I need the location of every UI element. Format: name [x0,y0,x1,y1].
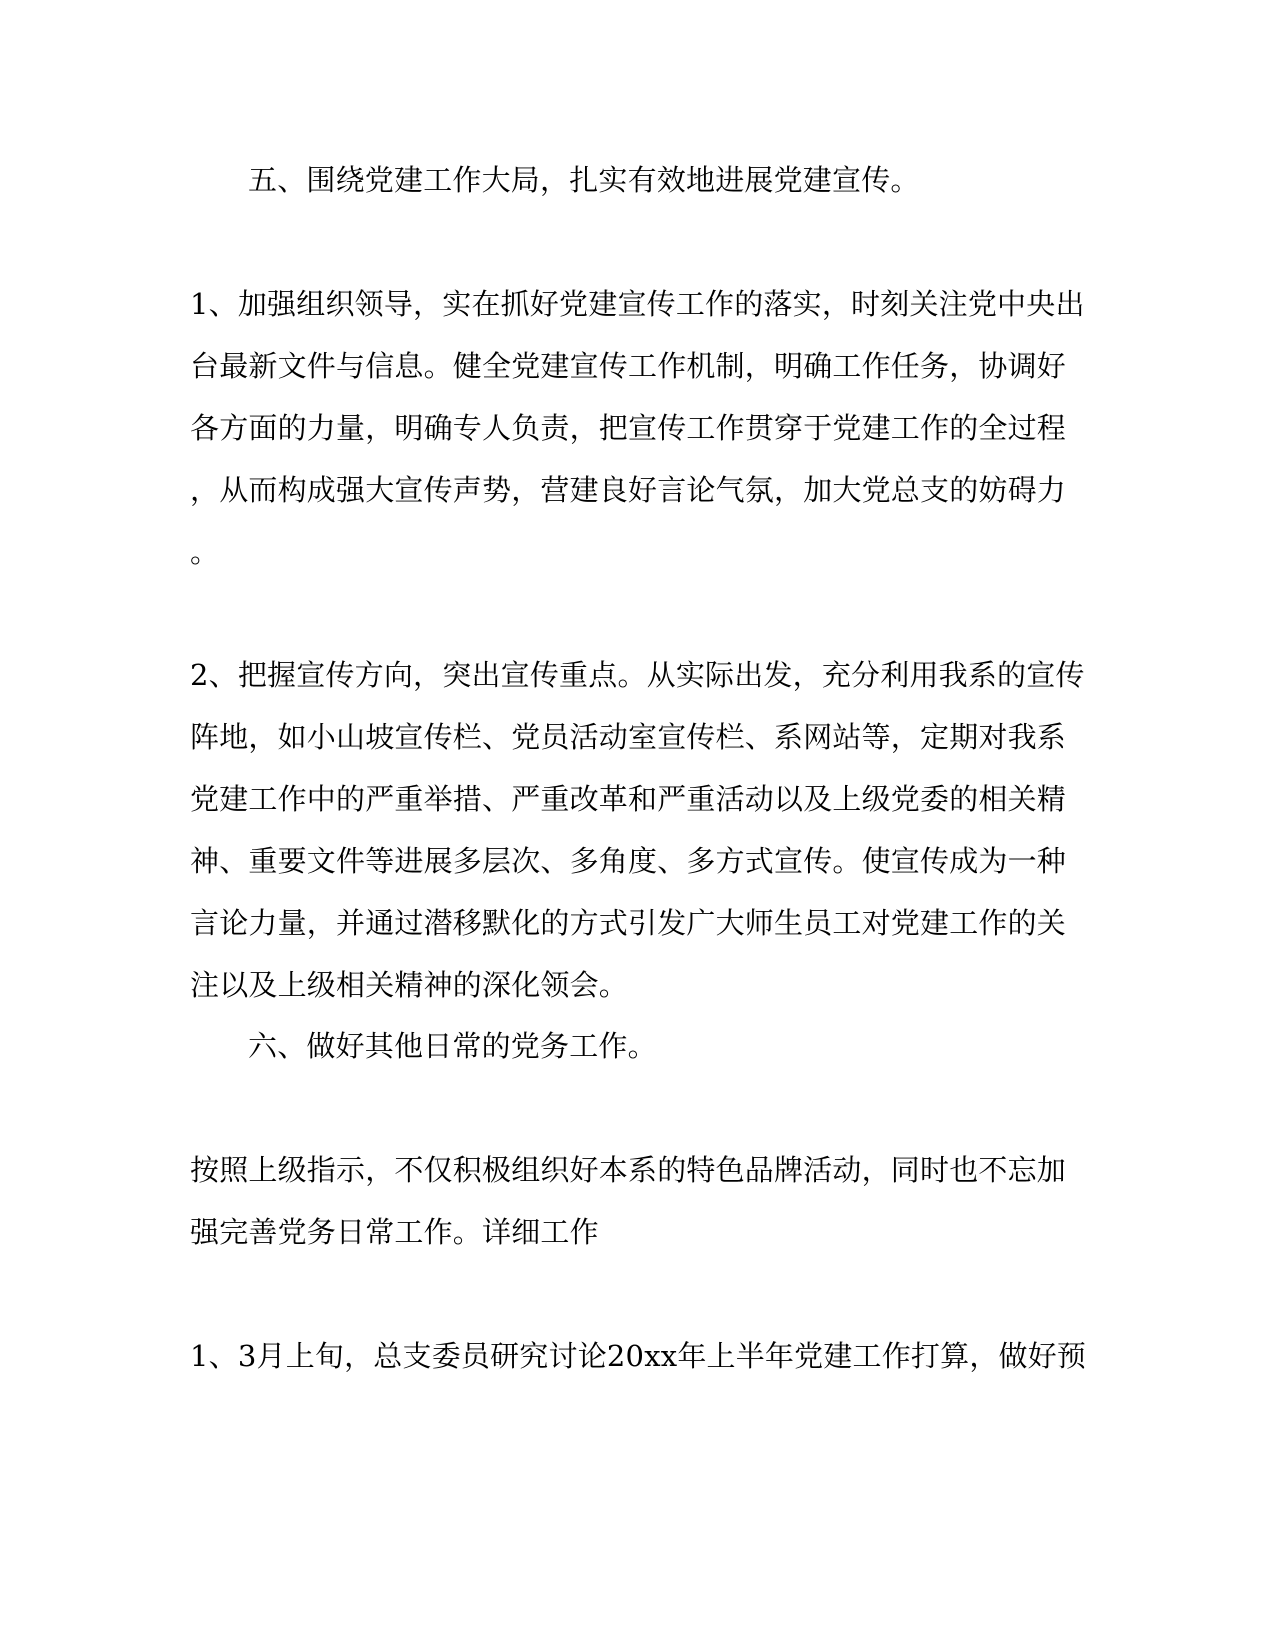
paragraph-line: 阵地，如小山坡宣传栏、党员活动室宣传栏、系网站等，定期对我系 [190,720,1067,754]
paragraph-line: 1、3月上旬，总支委员研究讨论20xx年上半年党建工作打算，做好预 [190,1339,1087,1373]
paragraph-line: 2、把握宣传方向，突出宣传重点。从实际出发，充分利用我系的宣传 [190,658,1085,692]
section-heading-five: 五、围绕党建工作大局，扎实有效地进展党建宣传。 [248,163,920,197]
paragraph-line: 各方面的力量，明确专人负责，把宣传工作贯穿于党建工作的全过程 [190,411,1067,445]
paragraph-line: 党建工作中的严重举措、严重改革和严重活动以及上级党委的相关精 [190,782,1067,816]
paragraph-line: 言论力量，并通过潜移默化的方式引发广大师生员工对党建工作的关 [190,906,1067,940]
paragraph-line: 强完善党务日常工作。详细工作 [190,1215,599,1249]
paragraph-line: 注以及上级相关精神的深化领会。 [190,968,629,1002]
paragraph-line: ，从而构成强大宣传声势，营建良好言论气氛，加大党总支的妨碍力 [190,473,1067,507]
paragraph-line: 1、加强组织领导，实在抓好党建宣传工作的落实，时刻关注党中央出 [190,287,1085,321]
paragraph-line: 。 [190,535,220,569]
paragraph-line: 神、重要文件等进展多层次、多角度、多方式宣传。使宣传成为一种 [190,844,1067,878]
paragraph-line: 按照上级指示，不仅积极组织好本系的特色品牌活动，同时也不忘加 [190,1153,1067,1187]
section-heading-six: 六、做好其他日常的党务工作。 [248,1029,657,1063]
paragraph-line: 台最新文件与信息。健全党建宣传工作机制，明确工作任务，协调好 [190,349,1067,383]
